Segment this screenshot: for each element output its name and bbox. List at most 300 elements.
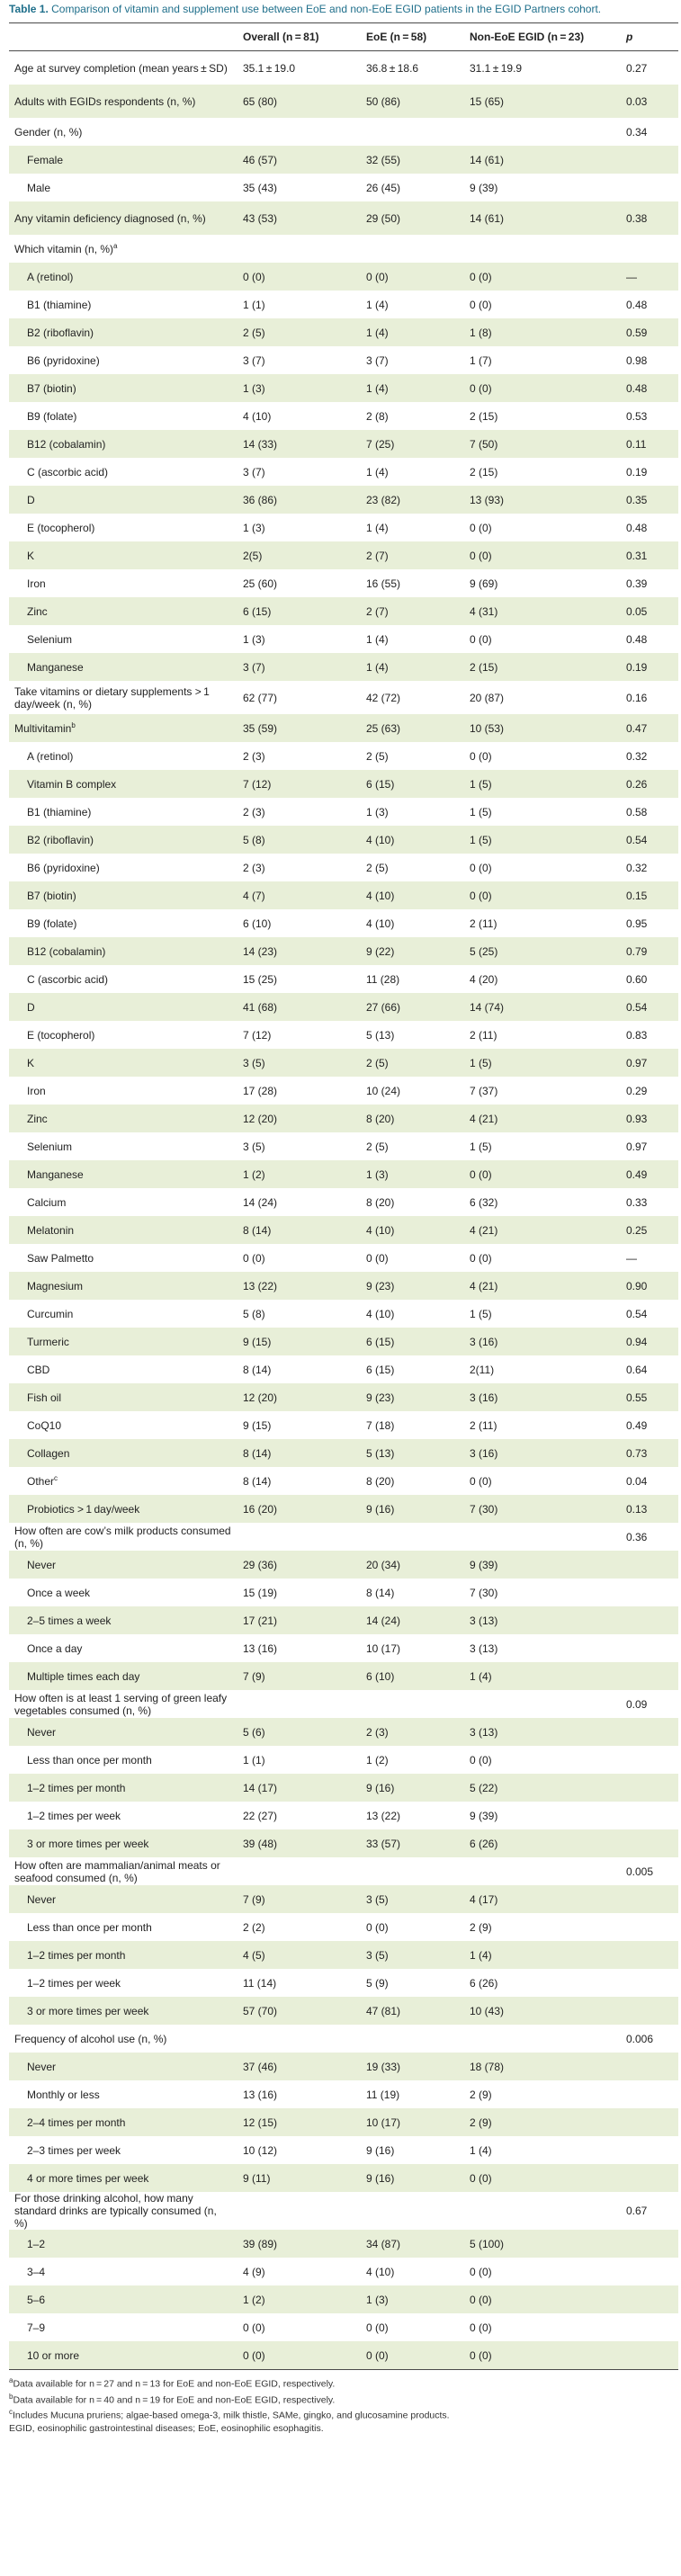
table-row	[9, 1774, 678, 1802]
cell-overall: 1 (1)	[243, 298, 265, 311]
table-row	[9, 965, 678, 993]
cell-eoe: 8 (20)	[366, 1474, 395, 1488]
row-label: Iron	[27, 1084, 46, 1097]
cell-eoe: 1 (3)	[361, 1160, 464, 1188]
table-row	[9, 1160, 678, 1188]
cell-non-eoe: 3 (16)	[464, 1383, 621, 1411]
cell-non-eoe: 7 (30)	[464, 1495, 621, 1523]
cell-p	[621, 2080, 678, 2108]
table-row	[9, 514, 678, 541]
cell-eoe: 0 (0)	[366, 1920, 389, 1934]
cell-p: 0.38	[621, 201, 678, 235]
cell-overall: 4 (7)	[237, 881, 361, 909]
cell-non-eoe: 14 (61)	[464, 146, 621, 174]
row-label: Female	[9, 146, 237, 174]
cell-eoe: 3 (5)	[361, 1941, 464, 1969]
footnote: $^b$Data available for n = 40 and n = 19 for EoE and non-EoE EGID, respectively.	[9, 2392, 336, 2405]
cell-p: 0.09	[626, 1697, 648, 1711]
cell-overall: 62 (77)	[243, 691, 278, 704]
cell-overall: 3 (7)	[243, 465, 265, 479]
cell-non-eoe: 1 (4)	[464, 1662, 621, 1690]
cell-overall: 46 (57)	[237, 146, 361, 174]
cell-non-eoe: 3 (13)	[464, 1718, 621, 1746]
cell-eoe: 9 (22)	[361, 937, 464, 965]
cell-eoe: 4 (10)	[366, 917, 395, 930]
cell-p	[621, 1774, 678, 1802]
table-row	[9, 1077, 678, 1105]
cell-overall: 39 (89)	[237, 2230, 361, 2258]
cell-non-eoe: 13 (93)	[464, 486, 621, 514]
cell-non-eoe: 4 (31)	[464, 597, 621, 625]
cell-p	[621, 1718, 678, 1746]
cell-overall: 5 (8)	[243, 1307, 265, 1320]
table-row	[9, 1857, 678, 1885]
row-label: Never	[9, 2053, 237, 2080]
row-label: Magnesium	[9, 1272, 237, 1300]
cell-non-eoe: 2 (15)	[470, 465, 498, 479]
cell-overall: 5 (6)	[237, 1718, 361, 1746]
cell-p	[621, 1885, 678, 1913]
cell-non-eoe	[464, 235, 621, 263]
row-label: Once a week	[27, 1586, 91, 1599]
row-label: Melatonin	[9, 1216, 237, 1244]
cell-p	[621, 1551, 678, 1579]
cell-non-eoe: 5 (25)	[464, 937, 621, 965]
row-label: Never	[9, 1551, 237, 1579]
cell-non-eoe: 2 (11)	[470, 1028, 497, 1042]
cell-non-eoe: 2 (9)	[470, 2088, 492, 2101]
cell-non-eoe: 0 (0)	[470, 861, 492, 874]
table-row	[9, 625, 678, 653]
cell-overall: 14 (33)	[237, 430, 361, 458]
cell-overall: 43 (53)	[237, 201, 361, 235]
cell-non-eoe: 2 (11)	[470, 917, 497, 930]
cell-eoe: 9 (16)	[361, 2164, 464, 2192]
row-label: CBD	[27, 1363, 50, 1376]
cell-p: 0.79	[621, 937, 678, 965]
table-row	[9, 1049, 678, 1077]
cell-overall: 2 (3)	[243, 805, 265, 818]
table-row	[9, 263, 678, 291]
cell-overall: 12 (20)	[237, 1105, 361, 1132]
footnote-mark: c	[54, 1474, 58, 1482]
cell-overall: 10 (12)	[243, 2143, 278, 2157]
cell-eoe: 1 (3)	[361, 2285, 464, 2313]
row-label: 1–2 times per week	[27, 1809, 121, 1822]
table-row	[9, 1021, 678, 1049]
cell-eoe: 8 (20)	[361, 1105, 464, 1132]
row-label: 1–2	[9, 2230, 237, 2258]
cell-overall: 4 (5)	[237, 1941, 361, 1969]
cell-eoe: 14 (24)	[361, 1606, 464, 1634]
cell-eoe: 9 (23)	[361, 1383, 464, 1411]
row-label: B12 (cobalamin)	[9, 937, 237, 965]
cell-eoe: 4 (10)	[361, 826, 464, 854]
table-row	[9, 681, 678, 714]
cell-overall: 13 (16)	[243, 2088, 278, 2101]
cell-non-eoe: 1 (5)	[470, 1140, 492, 1153]
cell-overall: 13 (22)	[237, 1272, 361, 1300]
cell-overall: 3 (5)	[243, 1140, 265, 1153]
cell-overall	[237, 2025, 361, 2053]
cell-p: —	[626, 1251, 637, 1265]
row-label: Never	[9, 1718, 237, 1746]
cell-overall: 6 (15)	[237, 597, 361, 625]
table-row	[9, 2258, 678, 2285]
row-label: A (retinol)	[27, 749, 74, 763]
cell-eoe: 1 (4)	[366, 632, 389, 646]
cell-p: 0.49	[626, 1418, 648, 1432]
row-label: 5–6	[9, 2285, 237, 2313]
cell-eoe: 42 (72)	[366, 691, 401, 704]
row-label: B1 (thiamine)	[27, 805, 92, 818]
cell-p: 0.93	[621, 1105, 678, 1132]
cell-non-eoe: 1 (4)	[470, 2143, 492, 2157]
cell-non-eoe: 20 (87)	[470, 691, 505, 704]
row-label: 1–2 times per week	[27, 1976, 121, 1990]
cell-non-eoe: 0 (0)	[464, 1160, 621, 1188]
cell-non-eoe: 10 (43)	[464, 1997, 621, 2025]
cell-non-eoe	[464, 118, 621, 146]
row-label: Less than once per month	[27, 1753, 152, 1767]
cell-p	[621, 1829, 678, 1857]
cell-overall: 2(5)	[237, 541, 361, 569]
cell-eoe: 27 (66)	[361, 993, 464, 1021]
cell-overall: 7 (12)	[243, 1028, 272, 1042]
cell-eoe: 13 (22)	[366, 1809, 401, 1822]
table-row	[9, 653, 678, 681]
cell-eoe: 11 (19)	[366, 2088, 400, 2101]
cell-non-eoe: 4 (17)	[464, 1885, 621, 1913]
cell-eoe: 6 (15)	[361, 770, 464, 798]
cell-eoe	[361, 1523, 464, 1551]
cell-overall	[237, 1523, 361, 1551]
cell-non-eoe: 3 (13)	[464, 1606, 621, 1634]
cell-eoe: 9 (16)	[361, 1495, 464, 1523]
row-label: Gender (n, %)	[14, 125, 83, 139]
cell-non-eoe: 0 (0)	[464, 2341, 621, 2369]
cell-non-eoe: 4 (21)	[464, 1272, 621, 1300]
cell-non-eoe: 0 (0)	[470, 2321, 492, 2334]
cell-non-eoe	[464, 2025, 621, 2053]
cell-p: 0.29	[626, 1084, 648, 1097]
row-label: 1–2 times per month	[9, 1941, 237, 1969]
row-label: Selenium	[27, 632, 73, 646]
cell-p: 0.53	[626, 409, 648, 423]
cell-p: 0.64	[626, 1363, 648, 1376]
row-label: Multiple times each day	[9, 1662, 237, 1690]
row-label: Multivitamin$^b$	[9, 714, 237, 742]
cell-overall: 8 (14)	[243, 1363, 272, 1376]
row-label: Collagen	[9, 1439, 237, 1467]
row-label: 2–5 times a week	[9, 1606, 237, 1634]
table-row	[9, 2080, 678, 2108]
cell-eoe: 25 (63)	[361, 714, 464, 742]
cell-overall: 16 (20)	[237, 1495, 361, 1523]
cell-p: 0.005	[626, 1865, 654, 1878]
cell-eoe: 16 (55)	[366, 577, 401, 590]
cell-overall: 1 (2)	[237, 2285, 361, 2313]
cell-non-eoe: 1 (4)	[464, 1941, 621, 1969]
table-row	[9, 1802, 678, 1829]
cell-non-eoe: 2 (9)	[464, 2108, 621, 2136]
cell-p	[621, 1802, 678, 1829]
cell-p	[621, 2341, 678, 2369]
cell-eoe: 9 (16)	[361, 1774, 464, 1802]
row-label: Other$^c$	[27, 1474, 58, 1488]
cell-eoe: 2 (7)	[361, 597, 464, 625]
cell-non-eoe: 1 (5)	[470, 1307, 492, 1320]
cell-p: 0.19	[626, 465, 648, 479]
cell-overall: 0 (0)	[243, 1251, 265, 1265]
cell-overall: 2 (5)	[237, 318, 361, 346]
footnotes	[9, 2369, 678, 2435]
cell-p: 0.67	[626, 2205, 648, 2217]
cell-eoe: 7 (18)	[366, 1418, 395, 1432]
row-label: E (tocopherol)	[27, 1028, 95, 1042]
cell-non-eoe: 2 (9)	[470, 1920, 492, 1934]
table-row	[9, 118, 678, 146]
row-label: Take vitamins or dietary supplements > 1 day/week (n, %)	[14, 684, 212, 711]
row-label: Male	[27, 181, 51, 194]
cell-non-eoe: 0 (0)	[470, 1251, 492, 1265]
table-row	[9, 1132, 678, 1160]
footnote: $^c$Includes Mucuna pruriens; algae-based omega-3, milk thistle, SAMe, gingko, and glucosamine products.	[9, 2408, 450, 2421]
footnote: $^a$Data available for n = 27 and n = 13 for EoE and non-EoE EGID, respectively.	[9, 2376, 336, 2390]
cell-eoe: 6 (10)	[361, 1662, 464, 1690]
table-row	[9, 146, 678, 174]
cell-overall: 9 (15)	[243, 1418, 272, 1432]
row-label: Probiotics > 1 day/week	[9, 1495, 237, 1523]
cell-overall: 4 (9)	[243, 2265, 265, 2278]
table-row	[9, 1718, 678, 1746]
table-row	[9, 770, 678, 798]
cell-non-eoe: 9 (39)	[464, 1551, 621, 1579]
cell-non-eoe: 7 (37)	[470, 1084, 498, 1097]
cell-eoe: 1 (3)	[366, 805, 389, 818]
cell-p: 0.83	[626, 1028, 648, 1042]
cell-p	[621, 1746, 678, 1774]
cell-eoe: 23 (82)	[361, 486, 464, 514]
table-row	[9, 1690, 678, 1718]
cell-p: 0.47	[621, 714, 678, 742]
row-label: Zinc	[9, 1105, 237, 1132]
cell-eoe: 3 (7)	[366, 353, 389, 367]
row-label: B6 (pyridoxine)	[27, 353, 100, 367]
cell-non-eoe: 2 (11)	[470, 1418, 497, 1432]
cell-p: 0.97	[621, 1049, 678, 1077]
cell-overall: 2 (2)	[243, 1920, 265, 1934]
row-label: K	[9, 541, 237, 569]
cell-p	[621, 1634, 678, 1662]
cell-non-eoe	[464, 1523, 621, 1551]
table-row	[9, 2053, 678, 2080]
row-label: 3 or more times per week	[9, 1829, 237, 1857]
row-label: B2 (riboflavin)	[9, 826, 237, 854]
cell-non-eoe: 2 (15)	[464, 653, 621, 681]
table-row	[9, 798, 678, 826]
row-label: B6 (pyridoxine)	[27, 861, 100, 874]
cell-non-eoe: 3 (16)	[464, 1328, 621, 1355]
row-label: Curcumin	[27, 1307, 74, 1320]
cell-overall: 13 (16)	[243, 1641, 278, 1655]
cell-non-eoe: 1 (5)	[464, 826, 621, 854]
row-label: Saw Palmetto	[27, 1251, 94, 1265]
cell-overall: 17 (21)	[237, 1606, 361, 1634]
table-row	[9, 1885, 678, 1913]
cell-p	[621, 1579, 678, 1606]
cell-eoe: 26 (45)	[366, 181, 401, 194]
cell-eoe: 8 (14)	[366, 1586, 395, 1599]
cell-non-eoe: 1 (5)	[464, 1049, 621, 1077]
cell-non-eoe: 0 (0)	[470, 298, 492, 311]
table-row	[9, 235, 678, 263]
table-row	[9, 1300, 678, 1328]
table-row	[9, 1216, 678, 1244]
cell-non-eoe: 9 (39)	[470, 1809, 498, 1822]
cell-p: 0.98	[626, 353, 648, 367]
cell-overall: 7 (9)	[237, 1885, 361, 1913]
cell-eoe: 2 (3)	[361, 1718, 464, 1746]
cell-p: 0.48	[626, 521, 648, 534]
row-label: 2–4 times per month	[9, 2108, 237, 2136]
cell-overall: 41 (68)	[237, 993, 361, 1021]
cell-eoe: 5 (13)	[366, 1028, 395, 1042]
cell-non-eoe	[464, 1690, 621, 1718]
table-row	[9, 1746, 678, 1774]
cell-p: 0.05	[621, 597, 678, 625]
cell-non-eoe: 31.1 ± 19.9	[470, 61, 523, 75]
cell-overall: 14 (17)	[237, 1774, 361, 1802]
row-label: B12 (cobalamin)	[9, 430, 237, 458]
cell-overall: 1 (1)	[243, 1753, 265, 1767]
cell-eoe: 10 (17)	[361, 2108, 464, 2136]
header-p: p	[621, 23, 678, 51]
table-row	[9, 486, 678, 514]
row-label: 1–2 times per month	[9, 1774, 237, 1802]
cell-p: 0.36	[626, 1530, 648, 1543]
table-row	[9, 1551, 678, 1579]
table-row	[9, 2192, 678, 2230]
cell-p	[621, 2258, 678, 2285]
cell-overall: 1 (3)	[237, 374, 361, 402]
cell-p: 0.35	[621, 486, 678, 514]
cell-eoe: 50 (86)	[361, 85, 464, 118]
cell-eoe: 2 (5)	[366, 749, 389, 763]
cell-eoe: 1 (2)	[366, 1753, 389, 1767]
cell-eoe: 8 (20)	[366, 1195, 395, 1209]
row-label: How often are mammalian/animal meats or seafood consumed (n, %)	[14, 1858, 220, 1884]
row-label: 3–4	[27, 2265, 46, 2278]
table-row	[9, 2341, 678, 2369]
cell-non-eoe: 0 (0)	[464, 541, 621, 569]
cell-p	[621, 2136, 678, 2164]
cell-overall: 0 (0)	[237, 263, 361, 291]
cell-eoe: 2 (5)	[366, 1140, 389, 1153]
cell-eoe: 4 (10)	[366, 2265, 395, 2278]
table-row	[9, 1606, 678, 1634]
cell-non-eoe: 15 (65)	[464, 85, 621, 118]
cell-p: 0.15	[621, 881, 678, 909]
row-label: D	[9, 993, 237, 1021]
cell-overall: 15 (25)	[243, 972, 278, 986]
cell-p: 0.11	[621, 430, 678, 458]
cell-non-eoe: 1 (5)	[470, 805, 492, 818]
cell-non-eoe: 6 (26)	[470, 1976, 498, 1990]
cell-overall: 29 (36)	[237, 1551, 361, 1579]
table-row	[9, 2313, 678, 2341]
cell-p: 0.60	[626, 972, 648, 986]
cell-non-eoe: 0 (0)	[470, 2265, 492, 2278]
table-row	[9, 2108, 678, 2136]
cell-eoe: 0 (0)	[366, 1251, 389, 1265]
table-row	[9, 85, 678, 118]
cell-p: 0.48	[626, 298, 648, 311]
cell-overall: 37 (46)	[237, 2053, 361, 2080]
cell-eoe: 19 (33)	[361, 2053, 464, 2080]
cell-eoe: 10 (17)	[366, 1641, 401, 1655]
cell-eoe: 36.8 ± 18.6	[366, 61, 419, 75]
table-row	[9, 909, 678, 937]
cell-overall: 2 (3)	[243, 749, 265, 763]
row-label: Selenium	[27, 1140, 73, 1153]
row-label: 7–9	[27, 2321, 46, 2334]
cell-non-eoe: 2 (15)	[470, 409, 498, 423]
row-label: How often is at least 1 serving of green leafy vegetables consumed (n, %)	[14, 1691, 228, 1717]
row-label: 2–3 times per week	[27, 2143, 121, 2157]
cell-p: 0.27	[626, 61, 648, 75]
cell-p	[621, 174, 678, 201]
cell-eoe: 7 (25)	[361, 430, 464, 458]
table-row	[9, 993, 678, 1021]
cell-overall: 8 (14)	[237, 1439, 361, 1467]
cell-overall: 3 (5)	[237, 1049, 361, 1077]
footnote-mark: a	[113, 242, 118, 250]
cell-non-eoe: 14 (61)	[464, 201, 621, 235]
row-label: B9 (folate)	[27, 917, 77, 930]
table-row	[9, 1913, 678, 1941]
row-label: D	[9, 486, 237, 514]
cell-eoe: 5 (13)	[361, 1439, 464, 1467]
cell-p	[621, 2164, 678, 2192]
cell-overall: 8 (14)	[243, 1474, 272, 1488]
cell-eoe: 32 (55)	[361, 146, 464, 174]
table-row	[9, 1523, 678, 1551]
table-row	[9, 826, 678, 854]
table-row	[9, 714, 678, 742]
cell-p	[621, 1913, 678, 1941]
cell-non-eoe: 4 (20)	[470, 972, 498, 986]
cell-non-eoe: 1 (5)	[464, 770, 621, 798]
cell-overall: 12 (20)	[237, 1383, 361, 1411]
cell-overall	[237, 235, 361, 263]
cell-overall: 3 (7)	[237, 653, 361, 681]
table-row	[9, 742, 678, 770]
row-label: Once a day	[27, 1641, 83, 1655]
cell-eoe: 0 (0)	[366, 2321, 389, 2334]
cell-eoe: 2 (7)	[361, 541, 464, 569]
row-label: K	[9, 1049, 237, 1077]
cell-p: 0.90	[621, 1272, 678, 1300]
cell-non-eoe: 7 (50)	[464, 430, 621, 458]
table-row	[9, 1411, 678, 1439]
cell-non-eoe: 2(11)	[470, 1363, 495, 1376]
cell-non-eoe: 10 (53)	[464, 714, 621, 742]
cell-overall	[237, 118, 361, 146]
footnote-mark: b	[71, 721, 76, 729]
row-label: Manganese	[9, 653, 237, 681]
cell-p	[621, 1997, 678, 2025]
